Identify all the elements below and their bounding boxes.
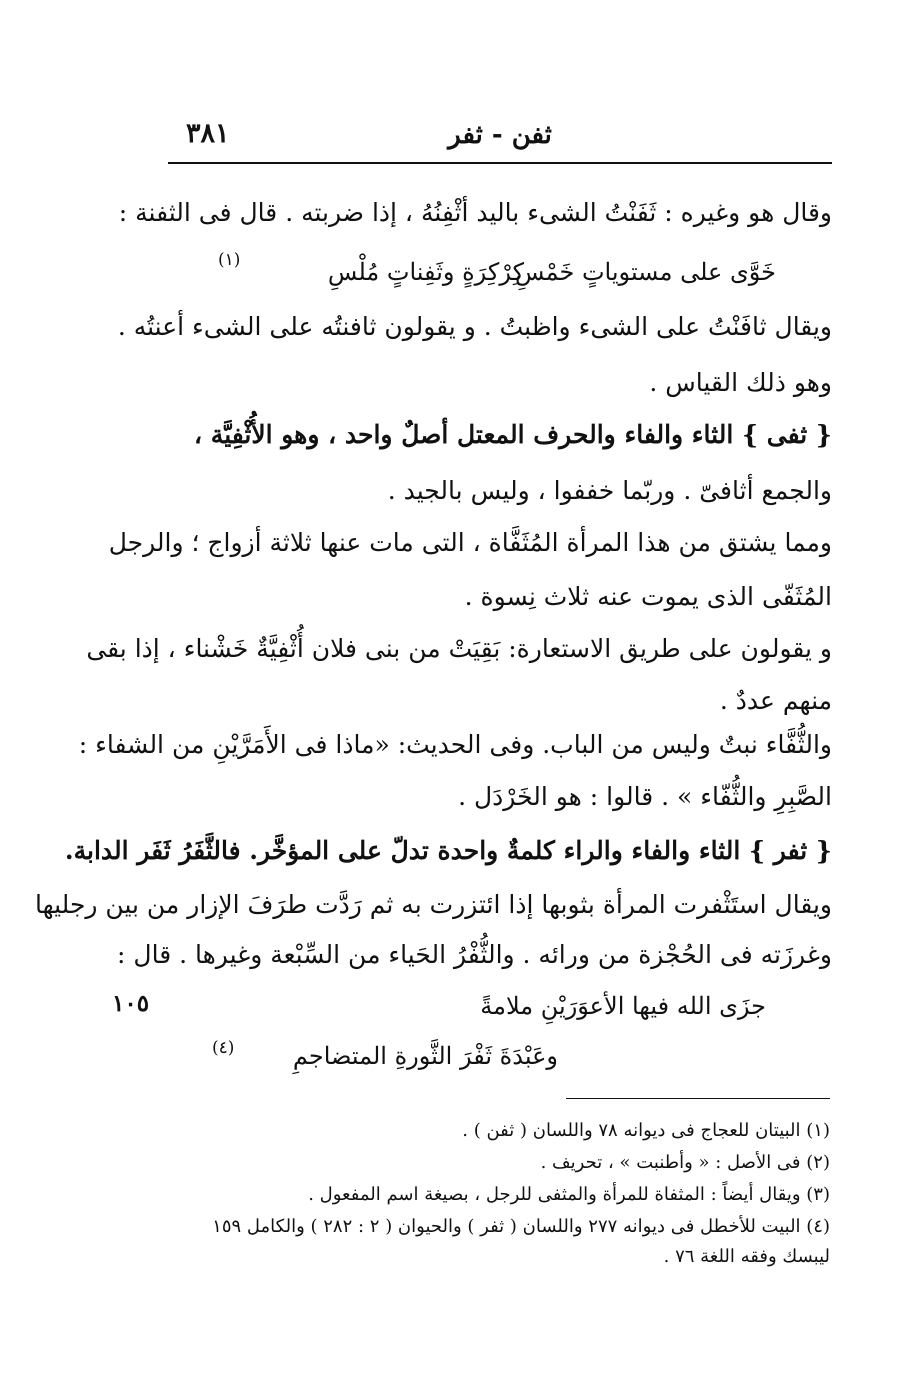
- margin-number: ١٠٥: [112, 990, 150, 1017]
- body-line-14: وغرزَته فى الحُجْزة من ورائه . والثُّفْرُ الحَياء من السِّبْعة وغيرها . قال :: [117, 940, 832, 969]
- page-number: ٣٨١: [186, 118, 230, 149]
- verse1-left-hemistich: كِرْكِرَةٍ وثَفِناتٍ مُلْسِ: [327, 258, 524, 286]
- verse2-line-2: وعَبْدَةَ ثَفْرَ الثَّورةِ المتضاجمِ: [292, 1042, 558, 1070]
- body-line-5: والجمع أثافىّ . وربّما خففوا ، وليس بالجيد .: [387, 476, 832, 505]
- body-line-8: و يقولون على طريق الاستعارة: بَقِيَتْ من بنى فلان أُثْفِيَّةٌ خَشْناء ، إذا بقى: [86, 634, 832, 663]
- footnote-2: (٢) فى الأصل : « وأطنبت » ، تحريف .: [540, 1152, 830, 1173]
- body-line-1: وقال هو وغيره : ثَفَنْتُ الشىء باليد أثْفِنُهُ ، إذا ضربته . قال فى الثفنة :: [118, 198, 832, 227]
- body-line-6: ومما يشتق من هذا المرأة المُثَفَّاة ، التى مات عنها ثلاثة أزواج ؛ والرجل: [108, 528, 832, 557]
- footnote-ref-1: (١): [218, 250, 241, 270]
- running-title: ثفن - ثفر: [448, 120, 552, 150]
- verse2-line-1: جزَى الله فيها الأعوَرَيْنِ ملامةً: [480, 992, 766, 1020]
- body-line-3: وهو ذلك القياس .: [649, 368, 832, 397]
- body-line-7: المُثَفّى الذى يموت عنه ثلاث نِسوة .: [464, 582, 832, 611]
- body-line-11: الصَّبِرِ والثُّفّاء » . قالوا : هو الخَرْدَل .: [458, 782, 832, 811]
- verse1-right-hemistich: خَوَّى على مستوياتٍ خَمْسِ: [515, 258, 776, 286]
- entry-heading-thafa: { ثفى } الثاء والفاء والحرف المعتل أصلٌ واحد ، وهو الأُثْفِيَّة ،: [194, 420, 832, 449]
- entry-heading-thafar: { ثفر } الثاء والفاء والراء كلمةٌ واحدة تدلّ على المؤخَّر. فالثَّفَرُ ثَفَر الدابة.: [64, 836, 832, 865]
- footnote-3: (٣) ويقال أيضاً : المثفاة للمرأة والمثفى للرجل ، بصيغة اسم المفعول .: [308, 1184, 830, 1205]
- footnote-1: (١) البيتان للعجاج فى ديوانه ٧٨ واللسان ( ثفن ) .: [462, 1120, 830, 1141]
- footnote-ref-4: (٤): [212, 1038, 235, 1058]
- body-line-2: ويقال ثافَنْتُ على الشىء واظبتُ . و يقولون ثافنتُه على الشىء أعنتُه .: [117, 312, 832, 341]
- body-line-13: ويقال استَثْفرت المرأة بثوبها إذا ائتزرت به ثم رَدَّت طرَفَ الإزار من بين رجليها: [34, 890, 832, 919]
- header-rule: [168, 162, 832, 164]
- body-line-10: والثُّفَّاء نبتٌ وليس من الباب. وفى الحديث: «ماذا فى الأَمَرَّيْنِ من الشفاء :: [78, 730, 832, 759]
- footnote-4: (٤) البيت للأخطل فى ديوانه ٢٧٧ واللسان ( ثفر ) والحيوان ( ٢ : ٢٨٢ ) والكامل ١٥٩: [212, 1216, 830, 1237]
- body-line-9: منهم عددٌ .: [719, 686, 832, 715]
- footnote-4-continued: ليبسك وفقه اللغة ٧٦ .: [663, 1246, 830, 1267]
- footnote-rule: [566, 1098, 830, 1099]
